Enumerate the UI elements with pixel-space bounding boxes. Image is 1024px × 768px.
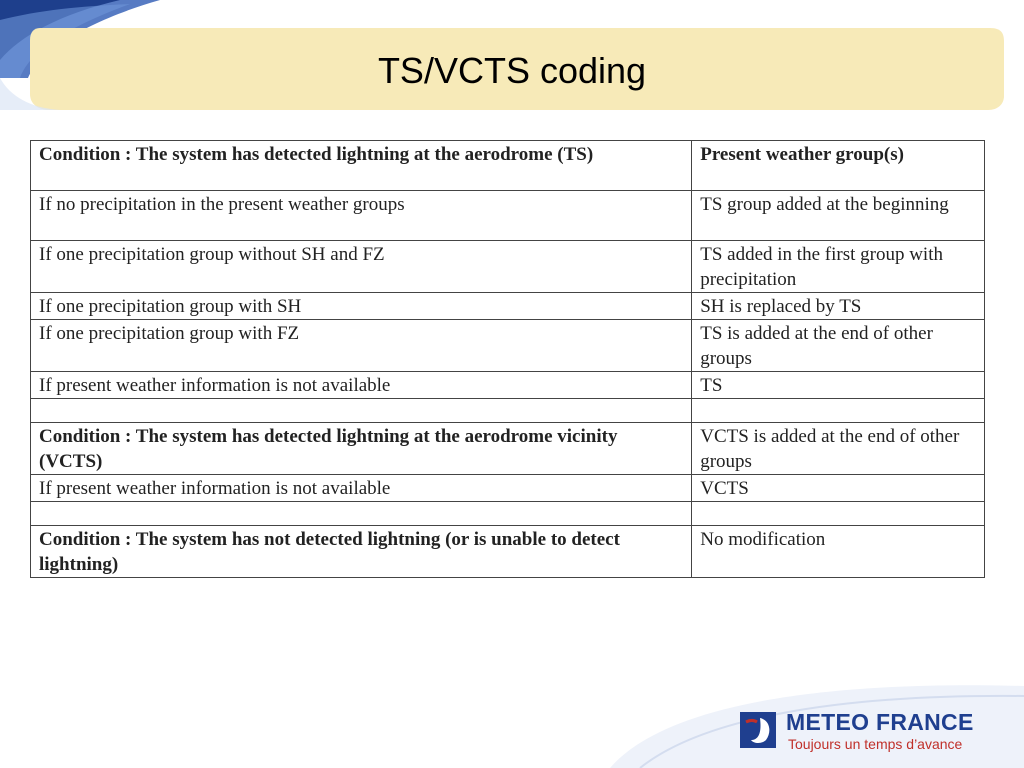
table-row <box>31 399 985 423</box>
table-row <box>31 241 985 293</box>
present-weather-cell: VCTS is added at the end of other groups <box>692 423 985 475</box>
present-weather-cell <box>692 399 985 423</box>
present-weather-cell: SH is replaced by TS <box>692 293 985 320</box>
condition-cell: If one precipitation group without SH and FZ <box>31 241 692 293</box>
ts-vcts-coding-table <box>30 140 985 578</box>
present-weather-cell: TS <box>692 372 985 399</box>
logo-tagline: Toujours un temps d’avance <box>788 736 963 752</box>
table-row <box>31 293 985 320</box>
condition-cell: If no precipitation in the present weather groups <box>31 191 692 241</box>
condition-cell: If one precipitation group with SH <box>31 293 692 320</box>
present-weather-cell: VCTS <box>692 475 985 502</box>
meteo-france-emblem-icon <box>740 712 776 748</box>
table-row <box>31 372 985 399</box>
condition-cell: Condition : The system has detected lightning at the aerodrome vicinity (VCTS) <box>31 423 692 475</box>
slide-title: TS/VCTS coding <box>377 50 647 91</box>
table-row <box>31 526 985 578</box>
present-weather-cell: No modification <box>692 526 985 578</box>
present-weather-cell: TS added in the first group with precipitation <box>692 241 985 293</box>
present-weather-cell <box>692 502 985 526</box>
condition-cell <box>31 502 692 526</box>
condition-cell: If present weather information is not available <box>31 475 692 502</box>
condition-cell: If one precipitation group with FZ <box>31 320 692 372</box>
table-row <box>31 191 985 241</box>
present-weather-cell: TS group added at the beginning <box>692 191 985 241</box>
table-row <box>31 502 985 526</box>
present-weather-cell: TS is added at the end of other groups <box>692 320 985 372</box>
condition-cell <box>31 399 692 423</box>
present-weather-cell: Present weather group(s) <box>692 141 985 191</box>
table-row <box>31 141 985 191</box>
meteo-france-logo <box>740 710 1010 755</box>
condition-cell: Condition : The system has not detected lightning (or is unable to detect lightning) <box>31 526 692 578</box>
table-row <box>31 423 985 475</box>
condition-cell: If present weather information is not available <box>31 372 692 399</box>
table-row <box>31 320 985 372</box>
table-row <box>31 475 985 502</box>
condition-cell: Condition : The system has detected lightning at the aerodrome (TS) <box>31 141 692 191</box>
logo-name: METEO FRANCE <box>786 709 974 735</box>
